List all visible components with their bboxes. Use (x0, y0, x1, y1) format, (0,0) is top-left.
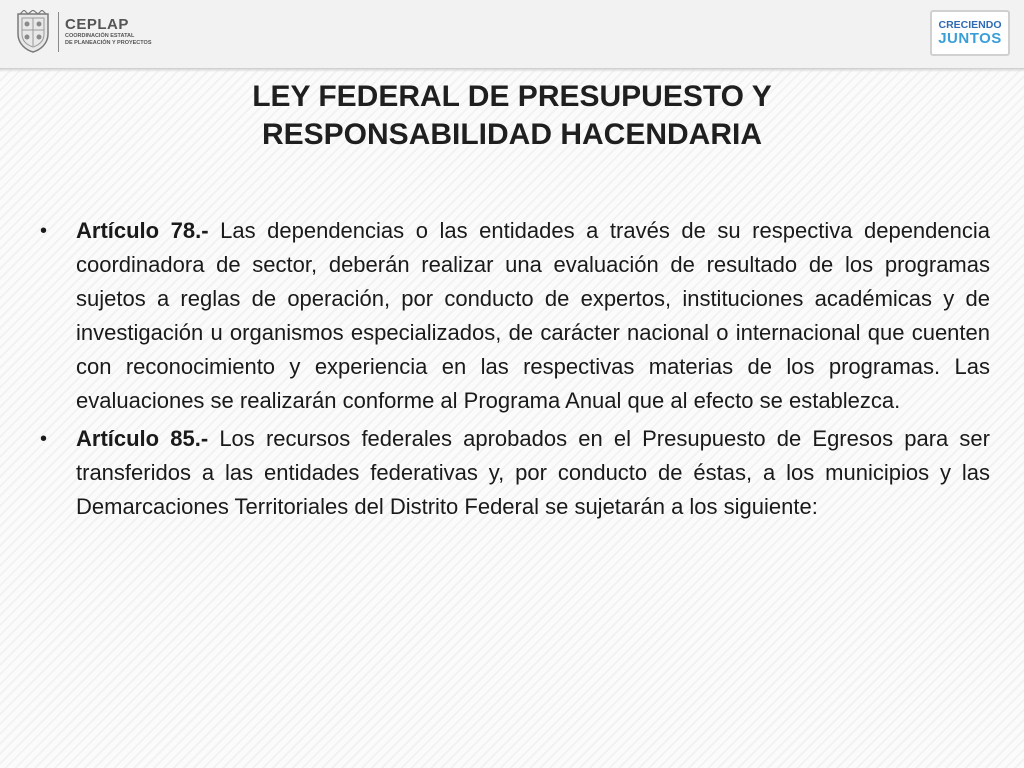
ceplap-logo (14, 10, 152, 54)
header-bar (0, 0, 1024, 69)
creciendo-juntos-logo (930, 10, 1010, 56)
article-85-text: Los recursos federales aprobados en el Presupuesto de Egresos para ser transferidos a las entidades federativas y, por conducto de éstas, a los municipios y las Demarcaciones Territoriales del Distrito Federal se sujetarán a los siguiente: (76, 426, 990, 519)
article-78-text: Las dependencias o las entidades a través de su respectiva dependencia coordinadora de sector, deberán realizar una evaluación de resultado de los programas sujetos a reglas de operación, por conducto de expertos, instituciones académicas y de investigación u organismos especializados, de carácter nacional o internacional que cuenten con reconocimiento y experiencia en las respectivas materias de los programas. Las evaluaciones se realizarán conforme al Programa Anual que al efecto se establezca. (76, 218, 990, 413)
ceplap-subtitle-line2: DE PLANEACIÓN Y PROYECTOS (65, 40, 152, 46)
slide-title (140, 78, 884, 154)
bullet-icon: • (40, 428, 48, 450)
article-78 (40, 214, 990, 418)
ceplap-text (65, 17, 152, 47)
slide-title-line2: RESPONSABILIDAD HACENDARIA (261, 118, 763, 151)
article-85 (40, 422, 990, 524)
creciendo-text: CRECIENDO (938, 19, 1002, 31)
logo-divider (58, 12, 59, 52)
ceplap-subtitle-line1: COORDINACIÓN ESTATAL (65, 33, 135, 39)
article-85-label: Artículo 85.- (76, 426, 209, 451)
slide-title-line1: LEY FEDERAL DE PRESUPUESTO Y (252, 80, 772, 113)
article-78-label: Artículo 78.- (76, 218, 209, 243)
article-list (40, 214, 990, 528)
coat-of-arms-icon (14, 10, 52, 54)
ceplap-name: CEPLAP (65, 16, 129, 33)
juntos-text: JUNTOS (938, 30, 1002, 47)
bullet-icon: • (40, 220, 48, 242)
